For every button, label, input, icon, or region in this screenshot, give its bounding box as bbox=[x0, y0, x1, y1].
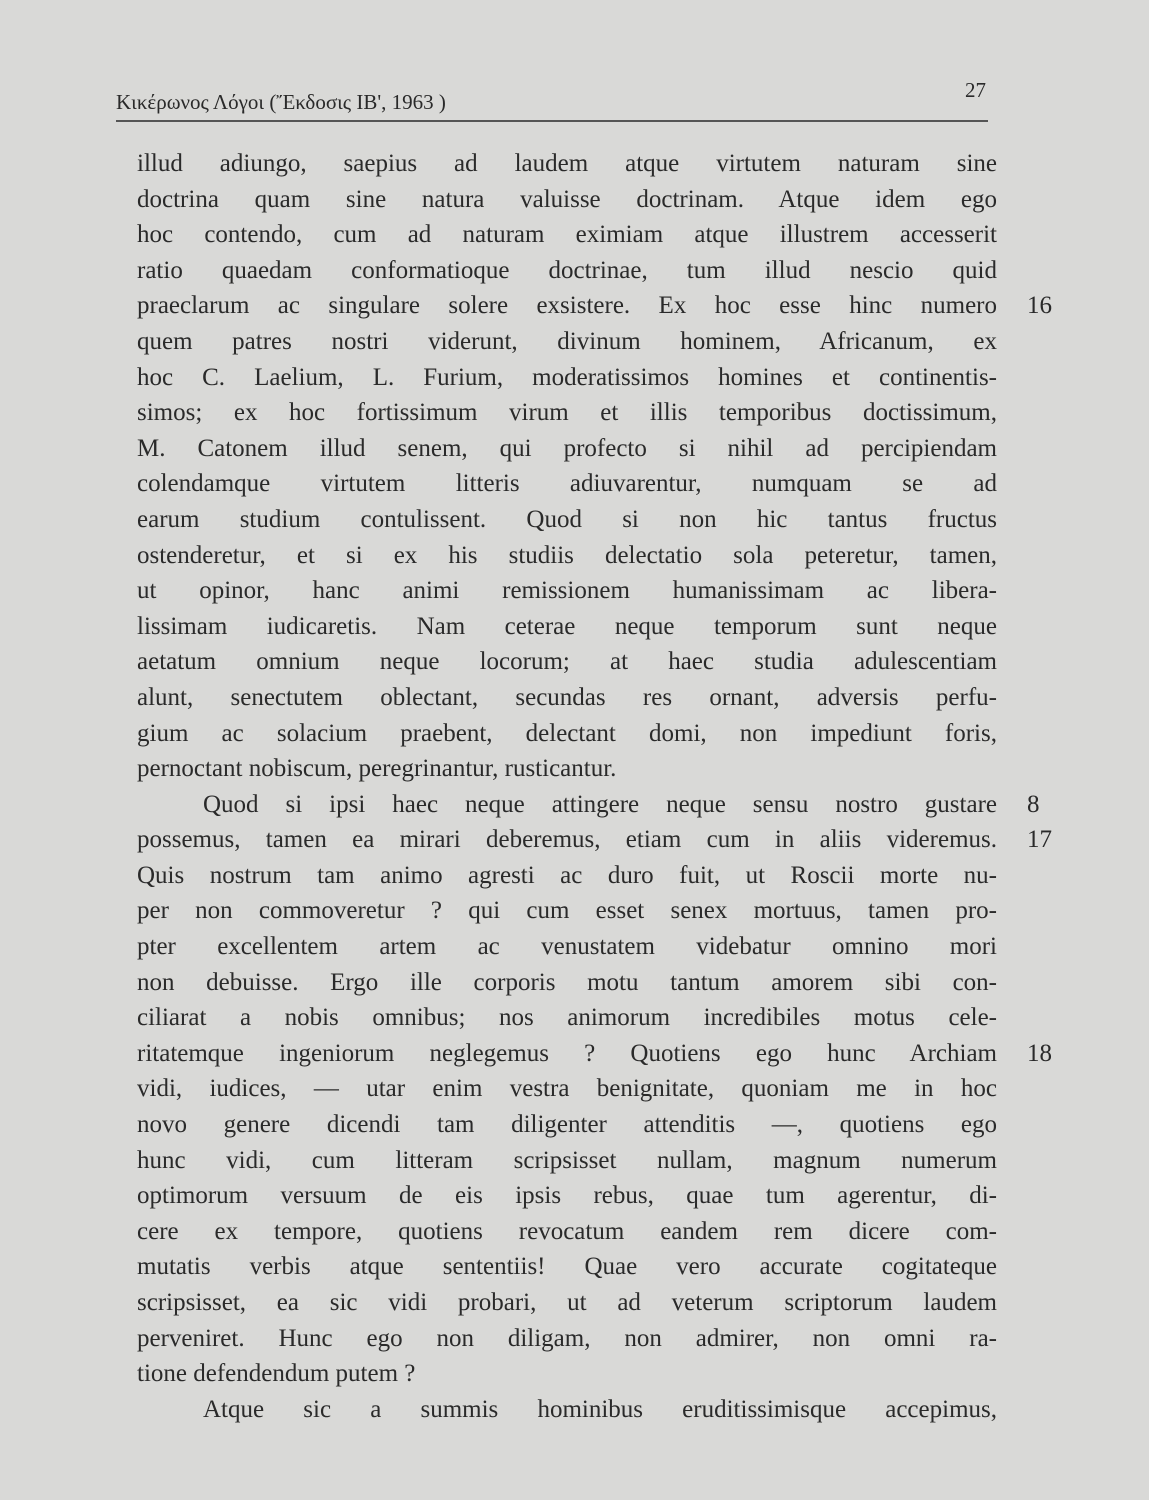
line-text: pter excellentem artem ac venustatem videbatur omnino mori bbox=[137, 933, 997, 961]
line-text: gium ac solacium praebent, delectant domi, non impediunt foris, bbox=[137, 719, 997, 747]
text-line bbox=[137, 1392, 997, 1428]
text-line bbox=[137, 182, 997, 218]
text-line bbox=[137, 1249, 997, 1285]
body-text bbox=[137, 146, 1052, 1427]
text-line bbox=[137, 502, 997, 538]
header-title: Κικέρωνος Λόγοι (Ἔκδοσις ΙΒ', 1963 ) bbox=[116, 90, 446, 114]
text-line bbox=[137, 644, 997, 680]
line-text: earum studium contulissent. Quod si non hic tantus fructus bbox=[137, 505, 997, 533]
text-line bbox=[137, 431, 997, 467]
line-text: optimorum versuum de eis ipsis rebus, quae tum agerentur, di- bbox=[137, 1182, 997, 1210]
line-text: per non commoveretur ? qui cum esset senex mortuus, tamen pro- bbox=[137, 897, 997, 925]
text-line bbox=[137, 395, 997, 431]
line-text: ostenderetur, et si ex his studiis delectatio sola peteretur, tamen, bbox=[137, 541, 997, 569]
line-text: ritatemque ingeniorum neglegemus ? Quotiens ego hunc Archiam bbox=[137, 1039, 997, 1067]
line-text: illud adiungo, saepius ad laudem atque virtutem naturam sine bbox=[137, 150, 997, 177]
text-line bbox=[137, 324, 997, 360]
text-line bbox=[137, 1178, 997, 1214]
line-text: tione defendendum putem ? bbox=[137, 1360, 416, 1388]
line-text: possemus, tamen ea mirari deberemus, etiam cum in aliis videremus. bbox=[137, 826, 997, 854]
line-text: hoc C. Laelium, L. Furium, moderatissimos homines et continentis- bbox=[137, 363, 997, 391]
line-text: praeclarum ac singulare solere exsistere. Ex hoc esse hinc numero bbox=[137, 292, 997, 320]
line-text: Quod si ipsi haec neque attingere neque sensu nostro gustare bbox=[203, 790, 997, 818]
text-line bbox=[137, 1321, 997, 1357]
text-line bbox=[137, 1285, 997, 1321]
line-text: perveniret. Hunc ego non diligam, non admirer, non omni ra- bbox=[137, 1324, 997, 1352]
text-line bbox=[137, 360, 997, 396]
line-text: aetatum omnium neque locorum; at haec studia adulescentiam bbox=[137, 648, 997, 676]
line-text: ciliarat a nobis omnibus; nos animorum incredibiles motus cele- bbox=[137, 1004, 997, 1032]
text-line bbox=[137, 288, 1052, 324]
text-line bbox=[137, 538, 997, 574]
line-text: alunt, senectutem oblectant, secundas res ornant, adversis perfu- bbox=[137, 683, 997, 711]
text-line bbox=[137, 1071, 997, 1107]
line-text: hunc vidi, cum litteram scripsisset nullam, magnum numerum bbox=[137, 1146, 997, 1174]
text-line bbox=[137, 1107, 997, 1143]
text-line bbox=[137, 751, 997, 787]
page-number: 27 bbox=[965, 78, 986, 102]
line-text: ut opinor, hanc animi remissionem humanissimam ac libera- bbox=[137, 577, 997, 605]
text-line bbox=[137, 1036, 1052, 1072]
text-line bbox=[137, 716, 997, 752]
text-line bbox=[137, 1143, 997, 1179]
text-line bbox=[137, 217, 997, 253]
line-text: Atque sic a summis hominibus eruditissimisque accepimus, bbox=[203, 1395, 997, 1423]
text-line bbox=[137, 573, 997, 609]
margin-section-number: 16 bbox=[1027, 292, 1052, 320]
line-text: non debuisse. Ergo ille corporis motu tantum amorem sibi con- bbox=[137, 968, 997, 996]
margin-section-number: 17 bbox=[1027, 826, 1052, 854]
text-line bbox=[137, 787, 1040, 823]
line-text: simos; ex hoc fortissimum virum et illis temporibus doctissimum, bbox=[137, 399, 997, 427]
text-line bbox=[137, 1214, 997, 1250]
text-line bbox=[137, 609, 997, 645]
line-text: lissimam iudicaretis. Nam ceterae neque temporum sunt neque bbox=[137, 612, 997, 640]
text-line bbox=[137, 680, 997, 716]
text-line bbox=[137, 253, 997, 289]
margin-section-number: 8 bbox=[1027, 790, 1040, 818]
text-line bbox=[137, 466, 997, 502]
text-line bbox=[137, 929, 997, 965]
line-text: ratio quaedam conformatioque doctrinae, tum illud nescio quid bbox=[137, 256, 997, 284]
line-text: vidi, iudices, — utar enim vestra benignitate, quoniam me in hoc bbox=[137, 1075, 997, 1103]
running-header bbox=[116, 78, 988, 122]
text-line bbox=[137, 858, 997, 894]
line-text: doctrina quam sine natura valuisse doctrinam. Atque idem ego bbox=[137, 185, 997, 213]
line-text: scripsisset, ea sic vidi probari, ut ad veterum scriptorum laudem bbox=[137, 1289, 997, 1316]
text-line bbox=[137, 1356, 997, 1392]
text-line bbox=[137, 893, 997, 929]
line-text: cere ex tempore, quotiens revocatum eandem rem dicere com- bbox=[137, 1217, 997, 1245]
line-text: hoc contendo, cum ad naturam eximiam atque illustrem accesserit bbox=[137, 221, 997, 249]
text-line bbox=[137, 965, 997, 1001]
text-line bbox=[137, 146, 997, 182]
margin-section-number: 18 bbox=[1027, 1039, 1052, 1067]
text-line bbox=[137, 1000, 997, 1036]
line-text: M. Catonem illud senem, qui profecto si nihil ad percipiendam bbox=[137, 434, 997, 462]
text-line bbox=[137, 822, 1052, 858]
line-text: mutatis verbis atque sententiis! Quae vero accurate cogitateque bbox=[137, 1253, 997, 1281]
line-text: novo genere dicendi tam diligenter attenditis —, quotiens ego bbox=[137, 1111, 997, 1139]
line-text: Quis nostrum tam animo agresti ac duro fuit, ut Roscii morte nu- bbox=[137, 861, 997, 889]
line-text: pernoctant nobiscum, peregrinantur, rusticantur. bbox=[137, 755, 617, 783]
line-text: quem patres nostri viderunt, divinum hominem, Africanum, ex bbox=[137, 327, 997, 355]
line-text: colendamque virtutem litteris adiuvarentur, numquam se ad bbox=[137, 470, 997, 498]
